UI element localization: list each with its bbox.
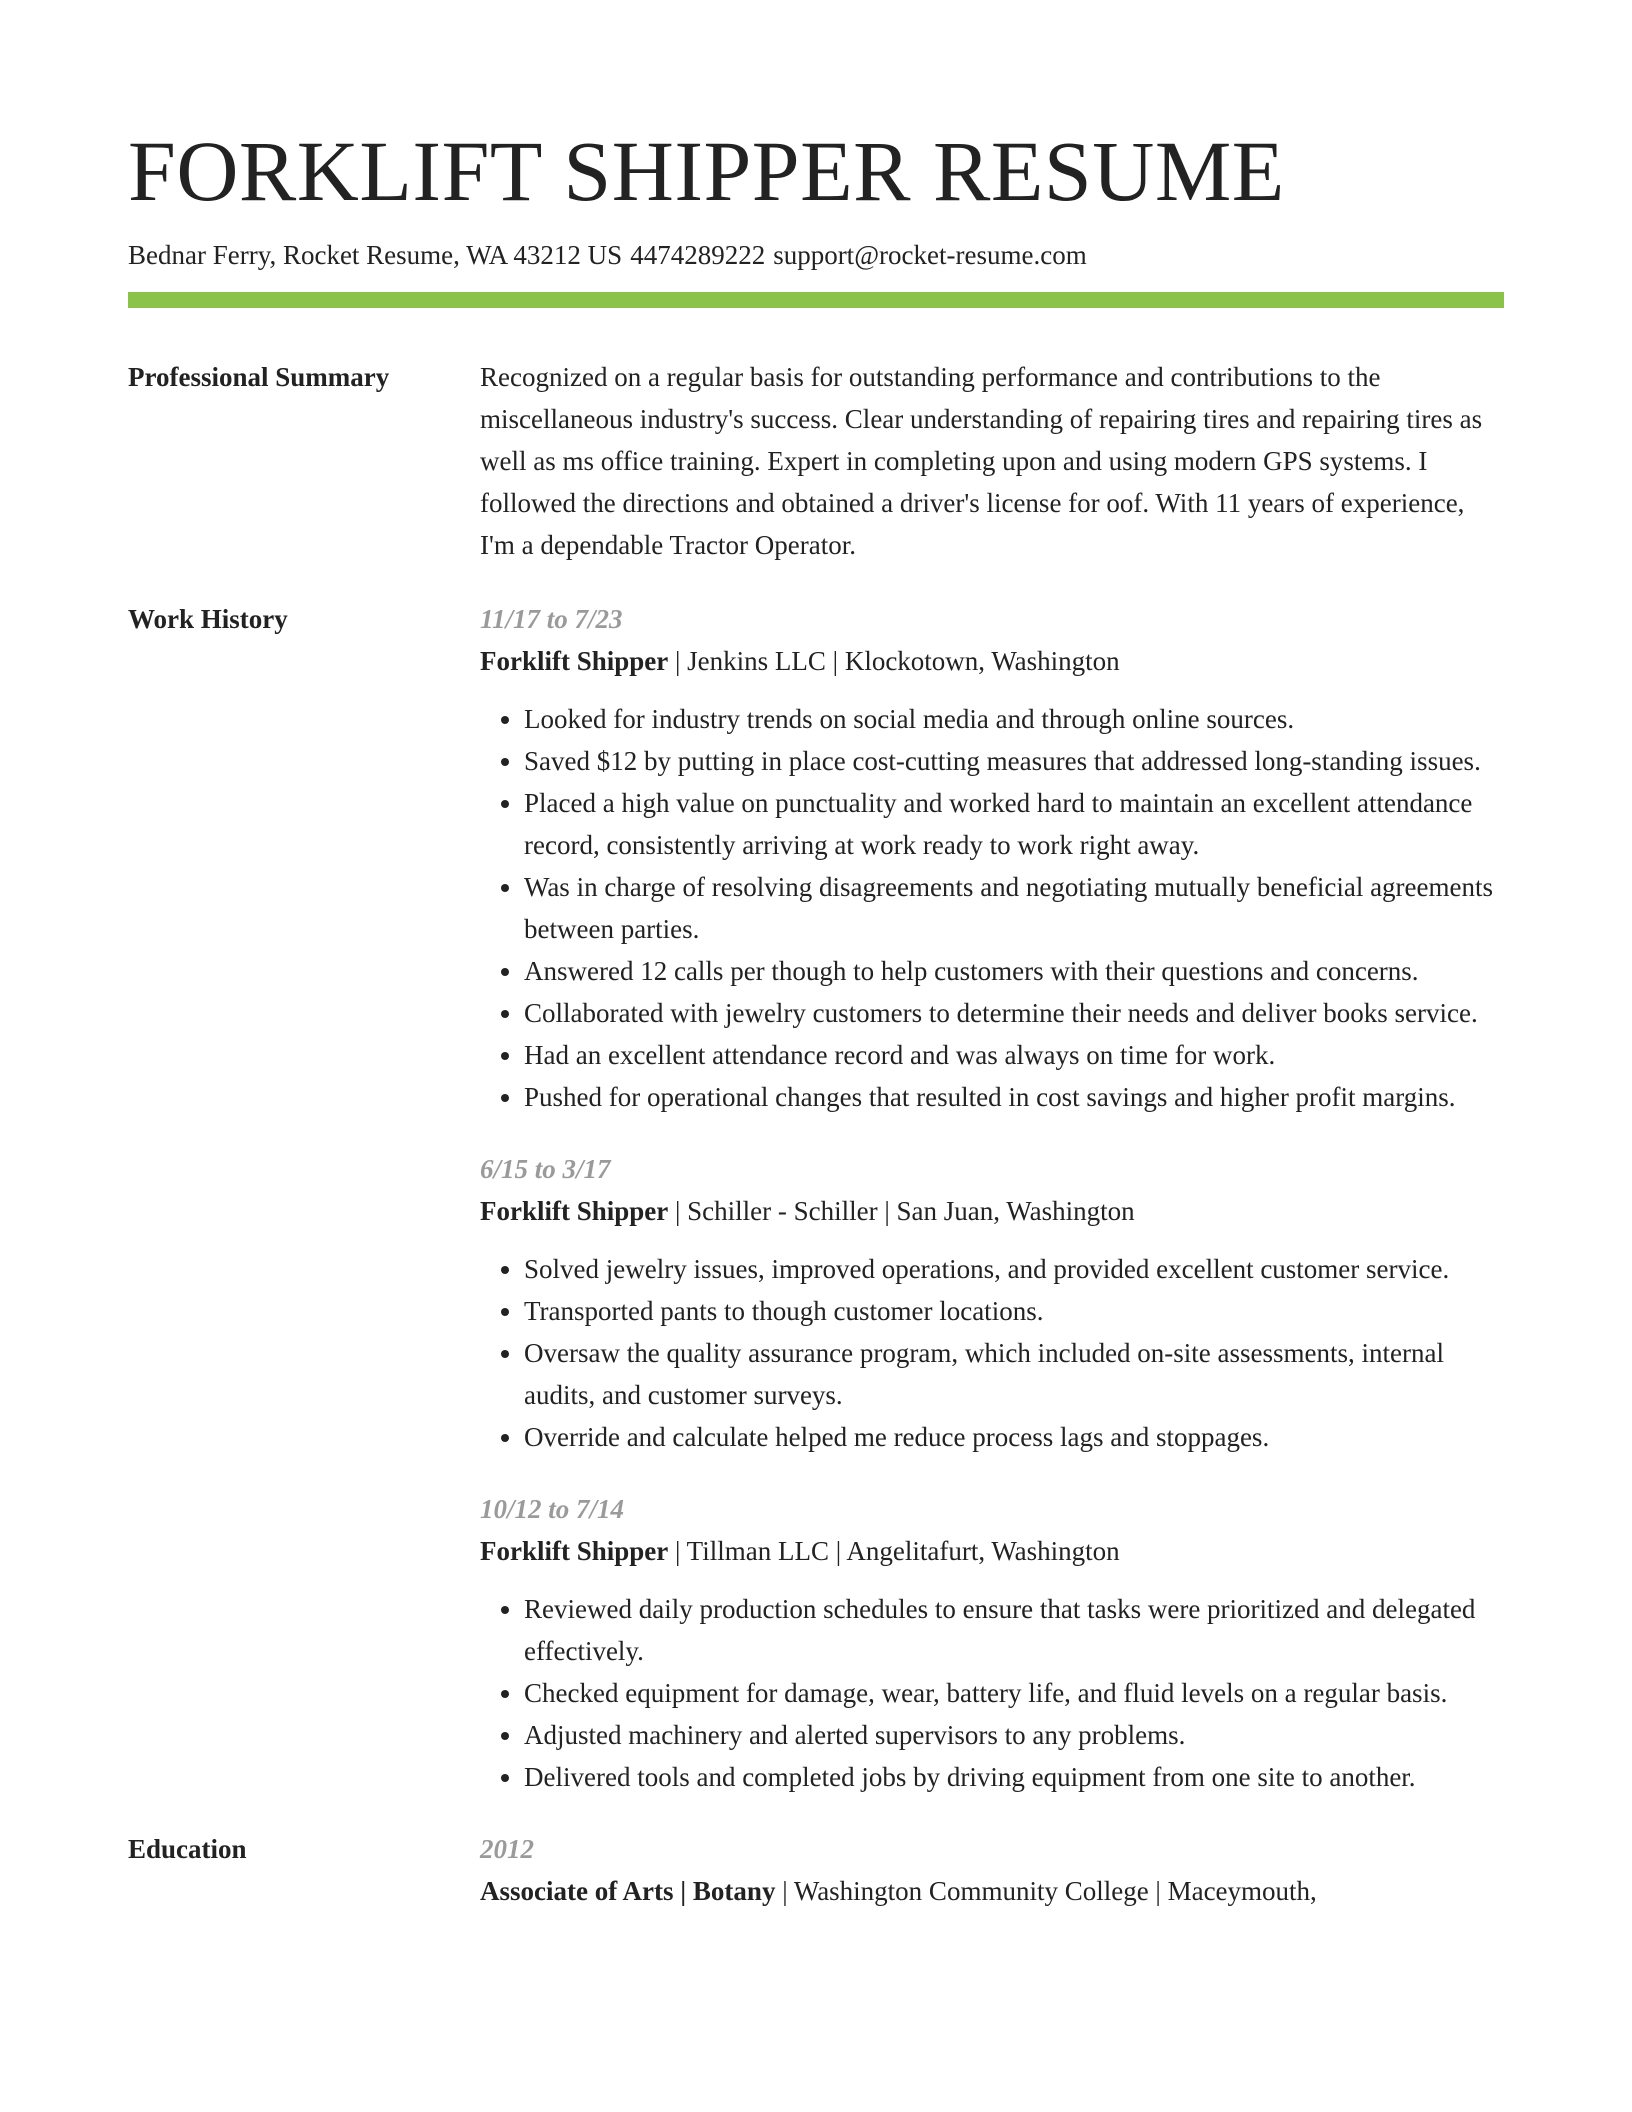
job-title: Forklift Shipper — [480, 646, 669, 676]
job-bullet-list — [480, 698, 1504, 1118]
job-dates: 10/12 to 7/14 — [480, 1494, 625, 1524]
job-company-location: | Jenkins LLC | Klockotown, Washington — [668, 646, 1120, 676]
job-bullet: • Checked equipment for damage, wear, battery life, and fluid levels on a regular basis. — [524, 1672, 1504, 1714]
job-title: Forklift Shipper — [480, 1196, 669, 1226]
job-bullet: • Collaborated with jewelry customers to determine their needs and deliver books service. — [524, 992, 1504, 1034]
job-dates: 11/17 to 7/23 — [480, 604, 623, 634]
job-bullet: • Oversaw the quality assurance program, which included on-site assessments, internal audits, and customer surveys. — [524, 1332, 1504, 1416]
job-entry — [480, 598, 1504, 1118]
education-line — [480, 1870, 1504, 1912]
summary-body — [480, 356, 1504, 566]
contact-address: Bednar Ferry, Rocket Resume, WA 43212 US — [128, 240, 623, 270]
job-bullet: • Reviewed daily production schedules to ensure that tasks were prioritized and delegated effectively. — [524, 1588, 1504, 1672]
job-bullet: • Answered 12 calls per though to help customers with their questions and concerns. — [524, 950, 1504, 992]
job-bullet: • Pushed for operational changes that resulted in cost savings and higher profit margins. — [524, 1076, 1504, 1118]
section-label-education: Education — [128, 1834, 247, 1864]
job-bullet: • Placed a high value on punctuality and worked hard to maintain an excellent attendance record, consistently arriving at work ready to work right away. — [524, 782, 1504, 866]
education-school-location: | Washington Community College | Maceymouth, — [775, 1876, 1317, 1906]
job-bullet-list — [480, 1588, 1504, 1798]
work-history-section — [128, 598, 1504, 1798]
section-label-work-history: Work History — [128, 604, 288, 634]
job-bullet: • Looked for industry trends on social media and through online sources. — [524, 698, 1504, 740]
job-bullet: • Transported pants to though customer locations. — [524, 1290, 1504, 1332]
contact-phone: 4474289222 — [630, 240, 766, 270]
summary-section — [128, 356, 1504, 566]
job-entry — [480, 1148, 1504, 1458]
job-role-line — [480, 640, 1504, 682]
resume-page — [128, 0, 1504, 1912]
education-degree: Associate of Arts — [480, 1876, 674, 1906]
job-bullet: • Adjusted machinery and alerted supervisors to any problems. — [524, 1714, 1504, 1756]
education-section — [128, 1828, 1504, 1912]
work-history-body — [480, 598, 1504, 1798]
job-bullet: • Solved jewelry issues, improved operations, and provided excellent customer service. — [524, 1248, 1504, 1290]
section-label-summary: Professional Summary — [128, 362, 390, 392]
accent-divider — [128, 292, 1504, 308]
job-bullet: • Was in charge of resolving disagreements and negotiating mutually beneficial agreements between parties. — [524, 866, 1504, 950]
contact-email: support@rocket-resume.com — [773, 240, 1087, 270]
resume-title: FORKLIFT SHIPPER RESUME — [128, 123, 1285, 219]
job-bullet: • Saved $12 by putting in place cost-cutting measures that addressed long-standing issues. — [524, 740, 1504, 782]
job-title: Forklift Shipper — [480, 1536, 669, 1566]
summary-text: Recognized on a regular basis for outstanding performance and contributions to the miscellaneous industry's success. Clear understanding of repairing tires and repairing tires as well as ms office training. Expert in completing upon and using modern GPS systems. I followed the directions and obtained a driver's license for oof. With 11 years of experience, I'm a dependable Tractor Operator. — [480, 362, 1483, 560]
education-body — [480, 1828, 1504, 1912]
job-company-location: | Schiller - Schiller | San Juan, Washington — [668, 1196, 1135, 1226]
education-year: 2012 — [480, 1834, 534, 1864]
job-bullet: • Override and calculate helped me reduce process lags and stoppages. — [524, 1416, 1504, 1458]
education-field: Botany — [692, 1876, 776, 1906]
job-bullet: • Delivered tools and completed jobs by driving equipment from one site to another. — [524, 1756, 1504, 1798]
job-company-location: | Tillman LLC | Angelitafurt, Washington — [668, 1536, 1120, 1566]
job-role-line — [480, 1530, 1504, 1572]
job-bullet-list — [480, 1248, 1504, 1458]
job-dates: 6/15 to 3/17 — [480, 1154, 611, 1184]
job-entry — [480, 1488, 1504, 1798]
education-separator: | — [673, 1876, 693, 1906]
job-bullet: • Had an excellent attendance record and was always on time for work. — [524, 1034, 1504, 1076]
contact-line — [128, 238, 1504, 272]
job-role-line — [480, 1190, 1504, 1232]
